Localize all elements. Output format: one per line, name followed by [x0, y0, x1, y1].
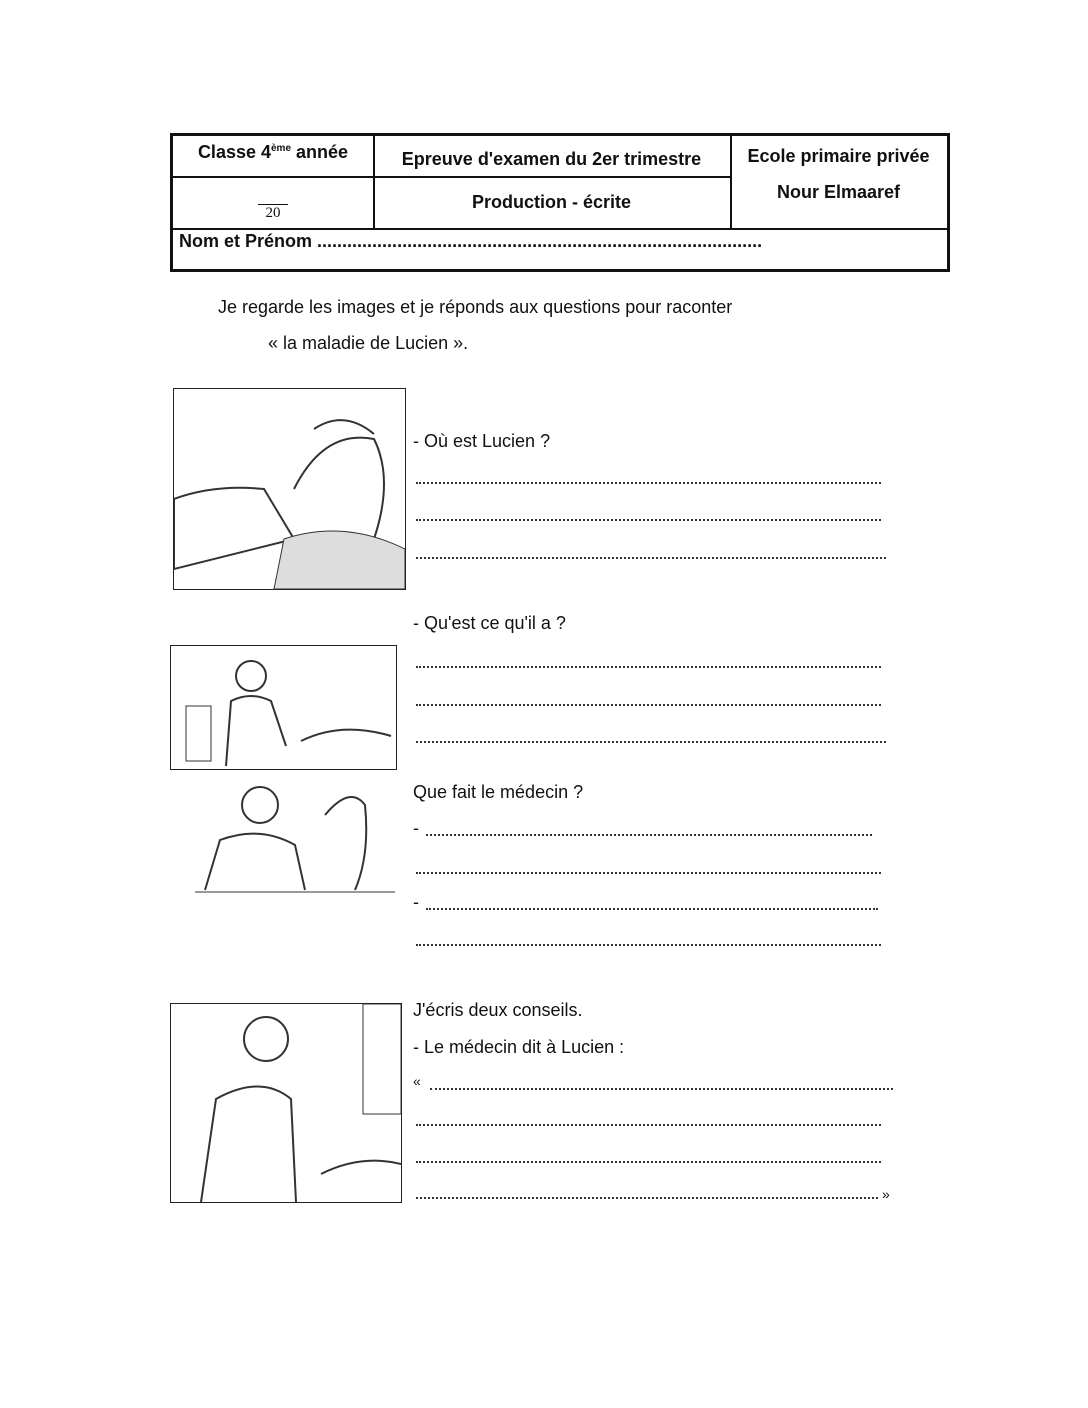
close-quote: » [882, 1186, 890, 1202]
illustration-doctor-advice [170, 1003, 402, 1203]
answer-line[interactable] [416, 666, 881, 668]
question-where-is-lucien: - Où est Lucien ? [413, 431, 551, 451]
question-what-does-he-have: - Qu'est ce qu'il a ? [413, 613, 566, 633]
question-what-does-doctor-do: Que fait le médecin ? [413, 782, 584, 802]
school-name-line2: Nour Elmaaref [776, 182, 901, 202]
answer-line[interactable] [426, 834, 872, 836]
intro-line1: Je regarde les images et je réponds aux questions pour raconter [218, 297, 733, 317]
answer-line[interactable] [416, 1161, 881, 1163]
answer-line[interactable] [416, 872, 881, 874]
score-denominator: 20 [258, 204, 288, 222]
answer-line[interactable] [416, 741, 886, 743]
school-name-line1: Ecole primaire privée [747, 146, 930, 166]
answer-line[interactable] [416, 944, 881, 946]
dash: - [413, 818, 419, 838]
answer-line[interactable] [416, 704, 881, 706]
answer-line[interactable] [416, 482, 881, 484]
illustration-lucien-in-bed [173, 388, 406, 590]
dash: - [413, 892, 419, 912]
illustration-doctor-writing [195, 775, 395, 893]
instruction-two-advices: J'écris deux conseils. [413, 1000, 583, 1020]
class-label: Classe 4ème année [197, 142, 349, 162]
illustration-doctor-stethoscope [170, 645, 397, 770]
answer-line[interactable] [416, 1197, 878, 1199]
answer-line[interactable] [416, 519, 881, 521]
open-quote: « [413, 1073, 421, 1089]
subject-title: Production - écrite [471, 192, 632, 212]
answer-line[interactable] [416, 1124, 881, 1126]
answer-line[interactable] [416, 557, 886, 559]
name-field[interactable]: Nom et Prénom ......................................................................................... [179, 231, 763, 251]
intro-line2: « la maladie de Lucien ». [268, 333, 469, 353]
answer-line[interactable] [426, 908, 878, 910]
answer-line[interactable] [430, 1088, 893, 1090]
question-doctor-says: - Le médecin dit à Lucien : [413, 1037, 625, 1057]
exam-title: Epreuve d'examen du 2er trimestre [401, 149, 702, 169]
header-table [170, 133, 950, 272]
